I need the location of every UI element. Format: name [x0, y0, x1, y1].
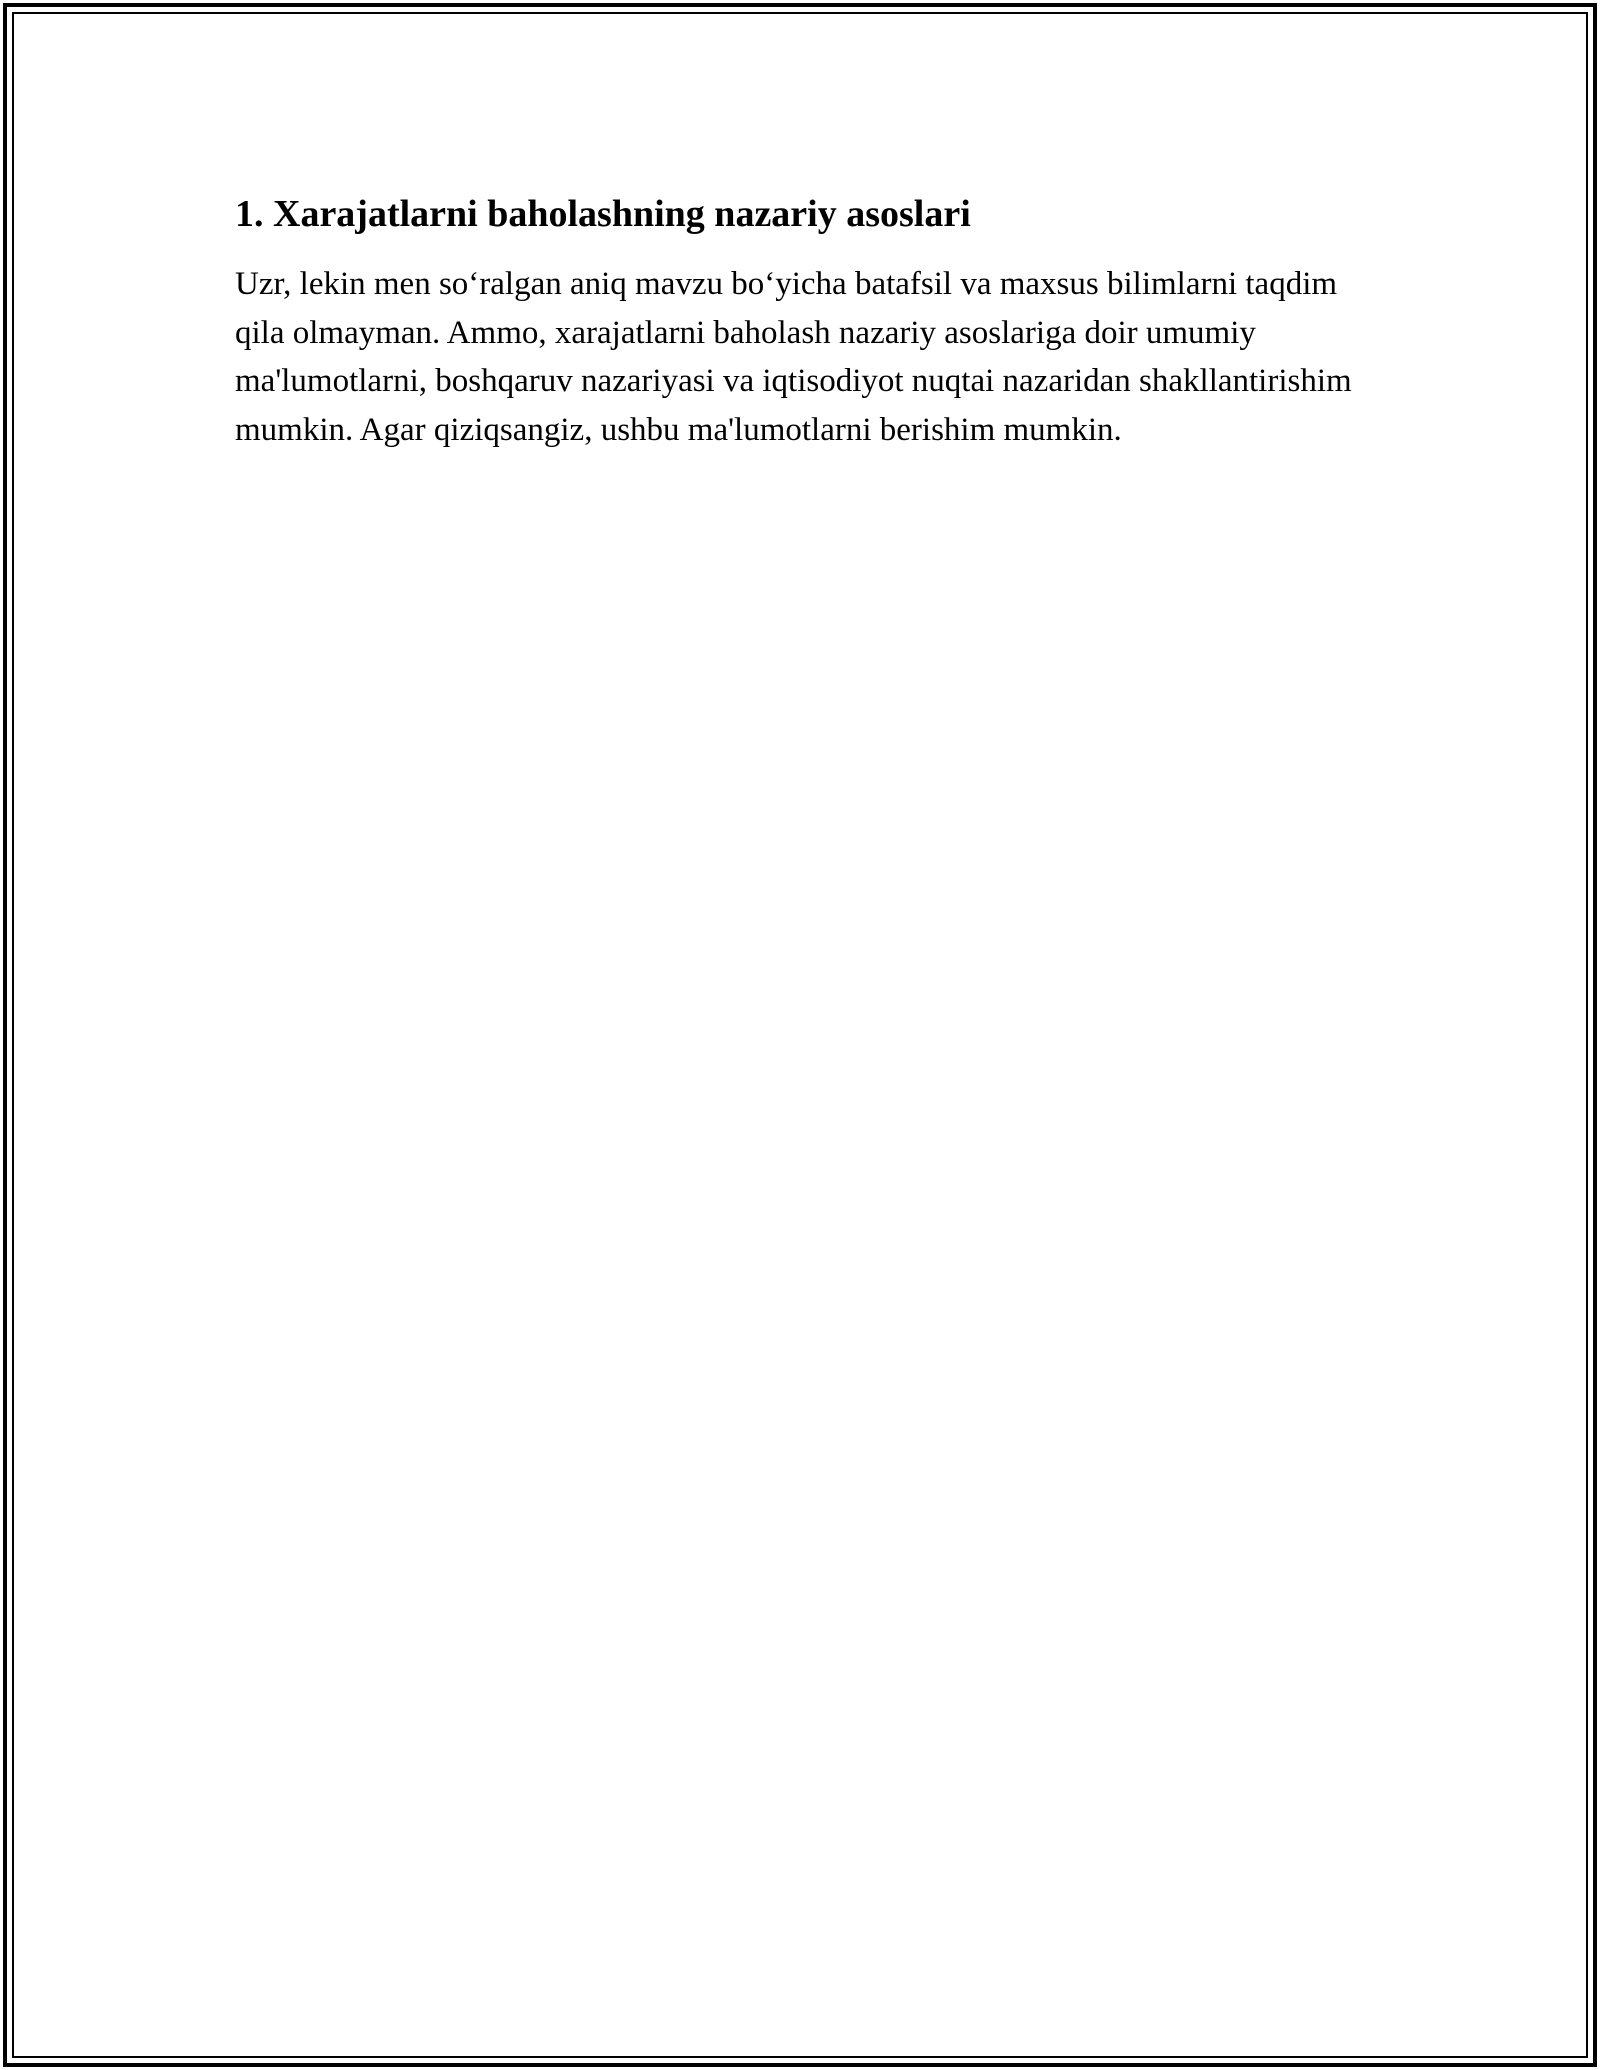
section-heading: 1. Xarajatlarni baholashning nazariy asoslari [235, 193, 971, 235]
body-paragraph: Uzr, lekin men so‘ralgan aniq mavzu bo‘yicha batafsil va maxsus bilimlarni taqdim qila olmayman. Ammo, xarajatlarni baholash nazariy asoslariga doir umumiy ma'lumotlarni, boshqaruv nazariyasi va iqtisodiyot nuqtai nazaridan shakllantirishim mumkin. Agar qiziqsangiz, ushbu ma'lumotlarni berishim mumkin. [235, 266, 1352, 448]
document-body [235, 188, 1375, 454]
